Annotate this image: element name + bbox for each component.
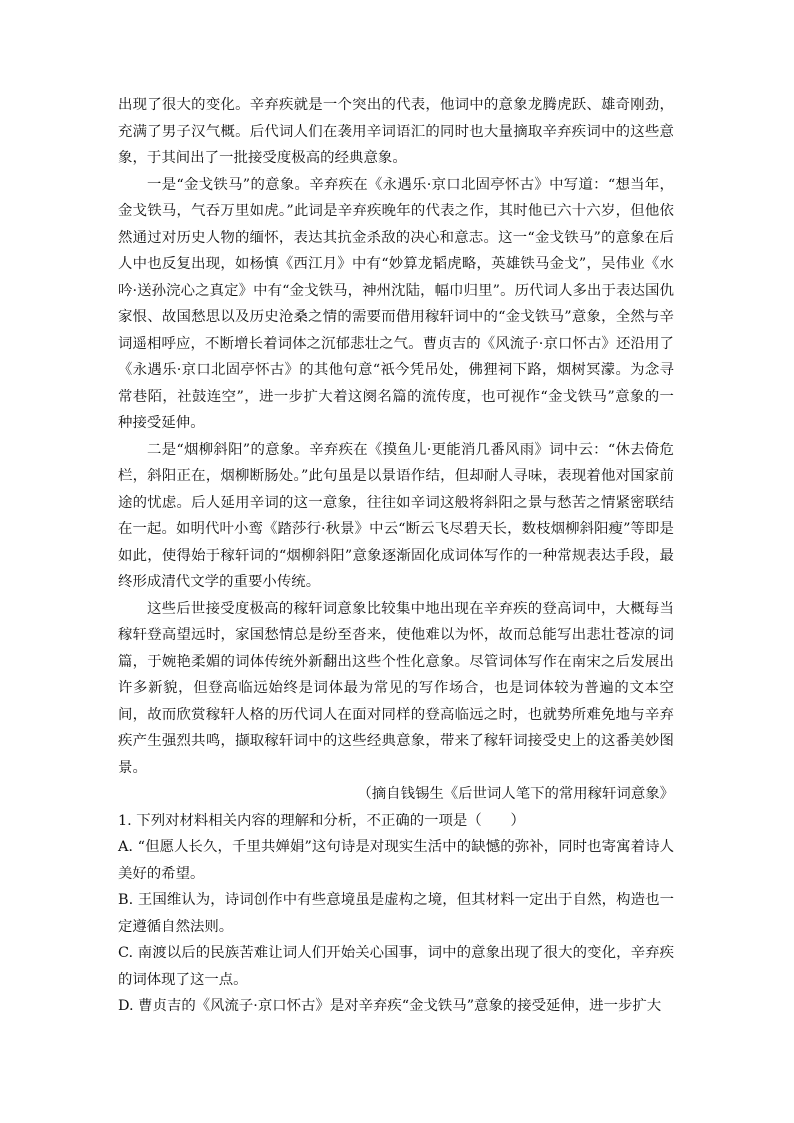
article-paragraph-3: 二是“烟柳斜阳”的意象。辛弃疾在《摸鱼儿·更能消几番风雨》词中云：“休去倚危栏，斜阳正在，烟柳断肠处。”此句虽是以景语作结，但却耐人寻味，表现着他对国家前途的忧虑。后人延用辛词的这一意象，往往如辛词这般将斜阳之景与愁苦之情紧密联结在一起。如明代叶小鸾《踏莎行·秋景》中云“断云飞尽碧天长，数枝烟柳斜阳瘦”等即是如此，使得始于稼轩词的“烟柳斜阳”意象逐渐固化成词体写作的一种常规表达手段，最终形成清代文学的重要小传统。 bbox=[118, 441, 674, 590]
option-b: B. 王国维认为，诗词创作中有些意境虽是虚构之境，但其材料一定出于自然，构造也一定遵循自然法则。 bbox=[118, 892, 674, 935]
option-a: A. “但愿人长久，千里共婵娟”这句诗是对现实生活中的缺憾的弥补，同时也寄寓着诗人美好的希望。 bbox=[118, 839, 674, 882]
article-paragraph-4: 这些后世接受度极高的稼轩词意象比较集中地出现在辛弃疾的登高词中，大概每当稼轩登高望远时，家国愁情总是纷至沓来，使他难以为怀，故而总能写出悲壮苍凉的词篇，于婉艳柔媚的词体传统外新翻出这些个性化意象。尽管词体写作在南宋之后发展出许多新貌，但登高临远始终是词体最为常见的写作场合，也是词体较为普遍的文本空间，故而欣赏稼轩人格的历代词人在面对同样的登高临远之时，也就势所难免地与辛弃疾产生强烈共鸣，撷取稼轩词中的这些经典意象，带来了稼轩词接受史上的这番美妙图景。 bbox=[118, 600, 674, 776]
question-stem: 1. 下列对材料相关内容的理解和分析，不正确的一项是（ ） bbox=[118, 812, 525, 829]
article-paragraph-2: 一是“金戈铁马”的意象。辛弃疾在《永遇乐·京口北固亭怀古》中写道：“想当年，金戈铁马，气吞万里如虎。”此词是辛弃疾晚年的代表之作，其时他已六十六岁，但他依然通过对历史人物的缅怀，表达其抗金杀敌的决心和意志。这一“金戈铁马”的意象在后人中也反复出现，如杨慎《西江月》中有“妙算龙韬虎略，英雄铁马金戈”，吴伟业《水吟·送孙浣心之真定》中有“金戈铁马，神州沈陆，幅巾归里”。历代词人多出于表达国仇家恨、故国愁思以及历史沧桑之情的需要而借用稼轩词中的“金戈铁马”意象，全然与辛词遥相呼应，不断增长着词体之沉郁悲壮之气。曹贞吉的《风流子·京口怀古》还沿用了《永遇乐·京口北固亭怀古》的其他句意“祇今凭吊处，佛狸祠下路，烟树冥濛。为念寻常巷陌，社鼓连空”，进一步扩大着这阕名篇的流传度，也可视作“金戈铁马”意象的一种接受延伸。 bbox=[118, 176, 674, 431]
document-page bbox=[118, 92, 674, 1020]
article-paragraph-1: 出现了很大的变化。辛弃疾就是一个突出的代表，他词中的意象龙腾虎跃、雄奇刚劲，充满了男子汉气概。后代词人们在袭用辛词语汇的同时也大量摘取辛弃疾词中的这些意象，于其间出了一批接受度极高的经典意象。 bbox=[118, 97, 674, 166]
option-c: C. 南渡以后的民族苦难让词人们开始关心国事，词中的意象出现了很大的变化，辛弃疾的词体现了这一点。 bbox=[118, 945, 674, 988]
article-source-citation: （摘自钱锡生《后世词人笔下的常用稼轩词意象》 bbox=[357, 786, 674, 802]
option-d: D. 曹贞吉的《风流子·京口怀古》是对辛弃疾“金戈铁马”意象的接受延伸，进一步扩大 bbox=[118, 998, 662, 1014]
